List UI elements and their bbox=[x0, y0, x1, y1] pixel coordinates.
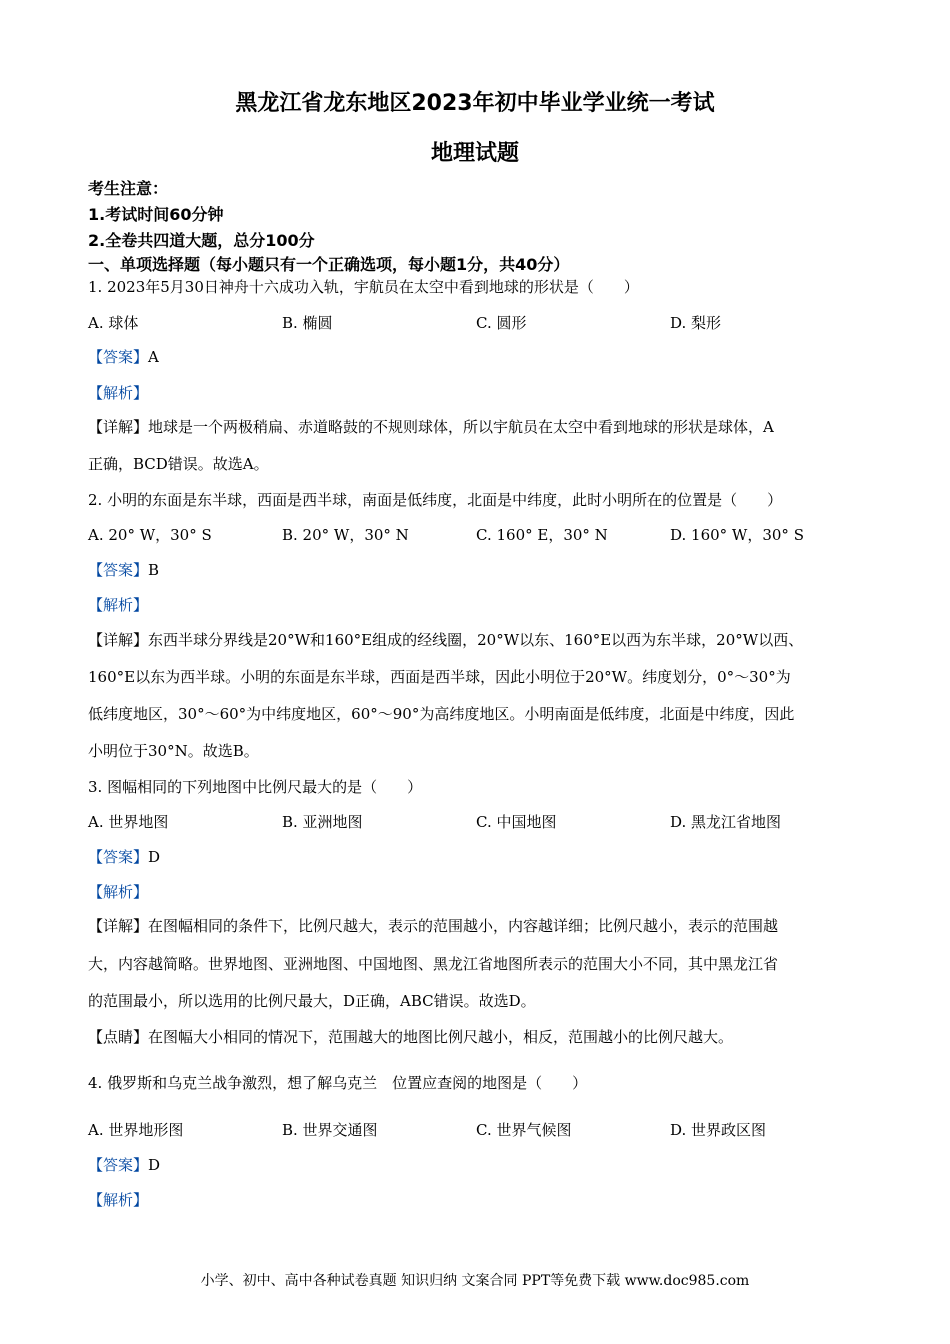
question-3-option-d: D. 黑龙江省地图 bbox=[670, 813, 782, 831]
question-1-option-a: A. 球体 bbox=[88, 314, 139, 332]
answer-value: D bbox=[148, 848, 161, 866]
question-2-detail-line-2: 160°E以东为西半球。小明的东面是东半球，西面是西半球，因此小明位于20°W。纬度划分，0°～30°为 bbox=[88, 668, 791, 686]
question-2-option-c: C. 160° E，30° N bbox=[476, 526, 608, 544]
notice-item-1: 1.考试时间60分钟 bbox=[88, 205, 224, 224]
document-title: 黑龙江省龙东地区2023年初中毕业学业统一考试 bbox=[235, 91, 715, 116]
detail-label: 【详解】 bbox=[88, 631, 149, 649]
question-1-answer bbox=[88, 346, 159, 367]
question-4-analysis-label: 【解析】 bbox=[88, 1191, 149, 1209]
question-1-option-d: D. 梨形 bbox=[670, 314, 722, 332]
question-3-detail-line-2: 大，内容越简略。世界地图、亚洲地图、中国地图、黑龙江省地图所表示的范围大小不同，其中黑龙江省 bbox=[88, 955, 779, 973]
question-3-stem: 3. 图幅相同的下列地图中比例尺最大的是（ ） bbox=[88, 778, 423, 796]
detail-text: 东西半球分界线是20°W和160°E组成的经线圈，20°W以东、160°E以西为东半球，20°W以西、 bbox=[148, 631, 804, 649]
question-1-option-b: B. 椭圆 bbox=[282, 314, 333, 332]
question-3-detail-line-1 bbox=[88, 915, 778, 936]
notice-heading: 考生注意： bbox=[88, 179, 169, 198]
question-1-option-c: C. 圆形 bbox=[476, 314, 527, 332]
question-2-answer bbox=[88, 559, 159, 580]
question-2-option-a: A. 20° W，30° S bbox=[88, 526, 212, 544]
answer-value: A bbox=[148, 348, 159, 366]
question-2-detail-line-3: 低纬度地区，30°～60°为中纬度地区，60°～90°为高纬度地区。小明南面是低纬度，北面是中纬度，因此 bbox=[88, 705, 795, 723]
question-2-detail-line-1 bbox=[88, 629, 803, 650]
question-2-analysis-label: 【解析】 bbox=[88, 596, 149, 614]
question-2-option-d: D. 160° W，30° S bbox=[670, 526, 804, 544]
comment-label: 【点睛】 bbox=[88, 1028, 149, 1046]
detail-label: 【详解】 bbox=[88, 418, 149, 436]
answer-value: B bbox=[148, 561, 160, 579]
document-subtitle: 地理试题 bbox=[430, 141, 519, 166]
notice-item-2: 2.全卷共四道大题，总分100分 bbox=[88, 231, 315, 250]
answer-value: D bbox=[148, 1156, 161, 1174]
question-3-detail-line-3: 的范围最小，所以选用的比例尺最大，D正确，ABC错误。故选D。 bbox=[88, 992, 536, 1010]
question-4-option-c: C. 世界气候图 bbox=[476, 1121, 572, 1139]
question-2-option-b: B. 20° W，30° N bbox=[282, 526, 409, 544]
section-heading: 一、单项选择题（每小题只有一个正确选项，每小题1分，共40分） bbox=[88, 255, 570, 274]
question-4-option-a: A. 世界地形图 bbox=[88, 1121, 184, 1139]
question-3-comment bbox=[88, 1026, 733, 1047]
question-1-analysis-label: 【解析】 bbox=[88, 384, 149, 402]
question-2-detail-line-4: 小明位于30°N。故选B。 bbox=[88, 742, 259, 760]
comment-text: 在图幅大小相同的情况下，范围越大的地图比例尺越小，相反，范围越小的比例尺越大。 bbox=[148, 1028, 734, 1046]
question-3-option-c: C. 中国地图 bbox=[476, 813, 557, 831]
question-3-option-a: A. 世界地图 bbox=[88, 813, 169, 831]
question-2-stem: 2. 小明的东面是东半球，西面是西半球，南面是低纬度，北面是中纬度，此时小明所在的位置是（ ） bbox=[88, 491, 783, 509]
question-1-stem: 1. 2023年5月30日神舟十六成功入轨，宇航员在太空中看到地球的形状是（ ） bbox=[88, 278, 639, 296]
question-1-detail-line-2: 正确，BCD错误。故选A。 bbox=[88, 455, 269, 473]
answer-label: 【答案】 bbox=[88, 848, 149, 866]
answer-label: 【答案】 bbox=[88, 348, 149, 366]
detail-text: 在图幅相同的条件下，比例尺越大，表示的范围越小，内容越详细；比例尺越小，表示的范围越 bbox=[148, 917, 779, 935]
question-4-answer bbox=[88, 1154, 160, 1175]
page-footer: 小学、初中、高中各种试卷真题 知识归纳 文案合同 PPT等免费下载 www.doc985.com bbox=[200, 1273, 750, 1289]
answer-label: 【答案】 bbox=[88, 1156, 149, 1174]
question-3-option-b: B. 亚洲地图 bbox=[282, 813, 363, 831]
detail-label: 【详解】 bbox=[88, 917, 149, 935]
detail-text: 地球是一个两极稍扁、赤道略鼓的不规则球体，所以宇航员在太空中看到地球的形状是球体，A bbox=[148, 418, 774, 436]
question-3-answer bbox=[88, 846, 160, 867]
question-1-detail-line-1 bbox=[88, 416, 774, 437]
question-4-stem: 4. 俄罗斯和乌克兰战争激烈，想了解乌克兰 位置应查阅的地图是（ ） bbox=[88, 1074, 588, 1092]
question-4-option-d: D. 世界政区图 bbox=[670, 1121, 767, 1139]
question-4-option-b: B. 世界交通图 bbox=[282, 1121, 378, 1139]
question-3-analysis-label: 【解析】 bbox=[88, 883, 149, 901]
answer-label: 【答案】 bbox=[88, 561, 149, 579]
